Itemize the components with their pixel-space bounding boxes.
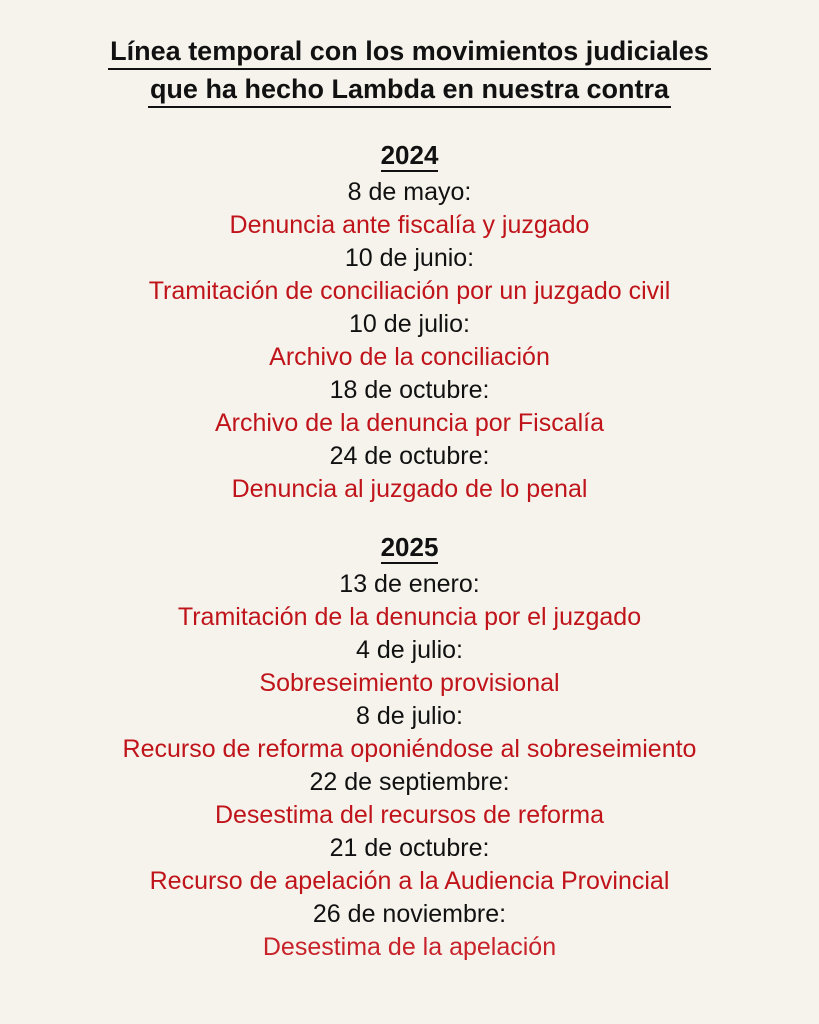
event-item <box>0 308 819 374</box>
event-date: 8 de julio: <box>355 702 464 730</box>
event-date: 22 de septiembre: <box>309 768 510 796</box>
event-item <box>0 634 819 700</box>
timeline-section-2025 <box>0 532 819 964</box>
event-description: Desestima de la apelación <box>262 933 557 961</box>
event-date: 18 de octubre: <box>329 376 490 404</box>
event-date: 26 de noviembre: <box>312 900 507 928</box>
event-item <box>0 440 819 506</box>
event-description: Archivo de la denuncia por Fiscalía <box>214 409 605 437</box>
event-item <box>0 898 819 964</box>
event-list <box>0 568 819 964</box>
event-item <box>0 242 819 308</box>
event-description: Tramitación de conciliación por un juzgado civil <box>148 277 671 305</box>
event-description: Desestima del recursos de reforma <box>214 801 605 829</box>
event-description: Denuncia al juzgado de lo penal <box>231 475 588 503</box>
event-date: 8 de mayo: <box>347 178 472 206</box>
event-date: 21 de octubre: <box>329 834 490 862</box>
event-date: 10 de junio: <box>344 244 475 272</box>
event-item <box>0 374 819 440</box>
event-description: Archivo de la conciliación <box>269 343 550 371</box>
page-title <box>0 32 819 108</box>
event-date: 10 de julio: <box>349 310 470 338</box>
event-description: Recurso de reforma oponiéndose al sobreseimiento <box>122 735 697 763</box>
event-date: 24 de octubre: <box>329 442 490 470</box>
event-item <box>0 176 819 242</box>
event-date: 13 de enero: <box>339 570 480 598</box>
event-description: Tramitación de la denuncia por el juzgado <box>177 603 642 631</box>
year-heading: 2024 <box>380 140 439 170</box>
title-line-2: que ha hecho Lambda en nuestra contra <box>148 72 671 108</box>
year-heading: 2025 <box>380 532 439 562</box>
title-line-1: Línea temporal con los movimientos judiciales <box>108 34 711 70</box>
event-description: Denuncia ante fiscalía y juzgado <box>229 211 590 239</box>
event-list <box>0 176 819 506</box>
event-description: Sobreseimiento provisional <box>259 669 560 697</box>
event-item <box>0 832 819 898</box>
event-date: 4 de julio: <box>355 636 464 664</box>
timeline-section-2024 <box>0 140 819 506</box>
event-item <box>0 568 819 634</box>
event-item <box>0 766 819 832</box>
event-item <box>0 700 819 766</box>
event-description: Recurso de apelación a la Audiencia Provincial <box>149 867 670 895</box>
